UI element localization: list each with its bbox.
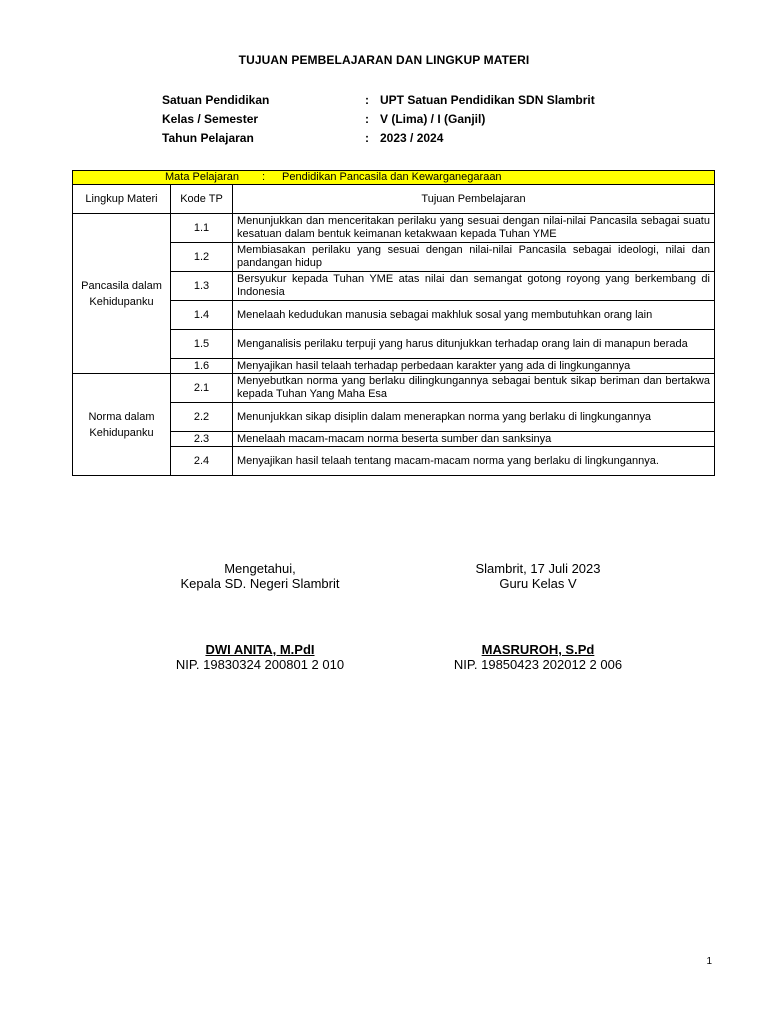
tujuan-cell: Menelaah kedudukan manusia sebagai makhluk sosal yang membutuhkan orang lain: [233, 301, 715, 330]
kode-cell: 2.3: [171, 432, 233, 447]
kode-cell: 1.5: [171, 330, 233, 359]
info-block: [162, 90, 595, 147]
mapel-row: [73, 171, 715, 185]
signature-left-name: DWI ANITA, M.PdI: [205, 642, 315, 657]
kode-cell: 2.2: [171, 403, 233, 432]
table-header-row: [73, 185, 715, 214]
info-row-kelas: [162, 109, 595, 128]
tujuan-cell: Menyajikan hasil telaah tentang macam-macam norma yang berlaku di lingkungannya.: [233, 447, 715, 476]
signature-left-line1: Mengetahui,: [224, 561, 296, 576]
signature-right-line1: Slambrit, 17 Juli 2023: [475, 561, 601, 576]
tujuan-cell: Menunjukkan dan menceritakan perilaku yang sesuai dengan nilai-nilai Pancasila sebagai suatu kesatuan dalam bentuk keimanan ketakwaan kepada Tuhan YME: [233, 214, 715, 243]
kode-cell: 1.3: [171, 272, 233, 301]
info-row-tahun: [162, 128, 595, 147]
mapel-colon: :: [262, 171, 266, 183]
signature-right-name: MASRUROH, S.Pd: [481, 642, 595, 657]
info-colon: :: [365, 92, 369, 107]
table-row: [73, 374, 715, 403]
info-colon: :: [365, 130, 369, 145]
tujuan-pembelajaran-table: [72, 170, 715, 476]
tujuan-cell: Menganalisis perilaku terpuji yang harus ditunjukkan terhadap orang lain di manapun berada: [233, 330, 715, 359]
info-label: Tahun Pelajaran: [162, 130, 254, 145]
signature-left-line2: Kepala SD. Negeri Slambrit: [180, 576, 340, 591]
kode-cell: 2.1: [171, 374, 233, 403]
signature-right-nip: NIP. 19850423 202012 2 006: [453, 657, 623, 672]
info-label: Satuan Pendidikan: [162, 92, 270, 107]
tujuan-cell: Menyebutkan norma yang berlaku dilingkungannya sebagai bentuk sikap beriman dan bertakwa kepada Tuhan Yang Maha Esa: [233, 374, 715, 403]
signature-left-name-block: [160, 642, 360, 672]
tujuan-cell: Menyajikan hasil telaah terhadap perbedaan karakter yang ada di lingkungannya: [233, 359, 715, 374]
kode-cell: 1.6: [171, 359, 233, 374]
signature-right: [438, 561, 638, 591]
signature-right-name-block: [438, 642, 638, 672]
page-number: 1: [706, 956, 712, 967]
kode-cell: 1.4: [171, 301, 233, 330]
tujuan-cell: Bersyukur kepada Tuhan YME atas nilai dan semangat gotong royong yang berkembang di Indonesia: [233, 272, 715, 301]
header-lingkup: Lingkup Materi: [73, 185, 171, 214]
header-kode: Kode TP: [171, 185, 233, 214]
tujuan-cell: Menelaah macam-macam norma beserta sumber dan sanksinya: [233, 432, 715, 447]
kode-cell: 1.2: [171, 243, 233, 272]
kode-cell: 1.1: [171, 214, 233, 243]
info-label: Kelas / Semester: [162, 111, 259, 126]
mapel-value: Pendidikan Pancasila dan Kewarganegaraan: [282, 171, 502, 183]
info-value: 2023 / 2024: [380, 130, 444, 145]
lingkup-cell: Pancasila dalam Kehidupanku: [73, 214, 171, 374]
mapel-cell: [73, 171, 715, 185]
header-tujuan: Tujuan Pembelajaran: [233, 185, 715, 214]
lingkup-cell: Norma dalam Kehidupanku: [73, 374, 171, 476]
kode-cell: 2.4: [171, 447, 233, 476]
info-value: V (Lima) / I (Ganjil): [380, 111, 486, 126]
tujuan-cell: Membiasakan perilaku yang sesuai dengan nilai-nilai Pancasila sebagai ideologi, nilai dan pandangan hidup: [233, 243, 715, 272]
mapel-label: Mata Pelajaran: [165, 171, 239, 183]
info-row-satuan: [162, 90, 595, 109]
signature-left-nip: NIP. 19830324 200801 2 010: [175, 657, 345, 672]
tujuan-cell: Menunjukkan sikap disiplin dalam menerapkan norma yang berlaku di lingkungannya: [233, 403, 715, 432]
table-row: [73, 214, 715, 243]
document-title: TUJUAN PEMBELAJARAN DAN LINGKUP MATERI: [238, 53, 530, 67]
signature-left: [160, 561, 360, 591]
info-value: UPT Satuan Pendidikan SDN Slambrit: [380, 92, 595, 107]
info-colon: :: [365, 111, 369, 126]
signature-right-line2: Guru Kelas V: [499, 576, 577, 591]
